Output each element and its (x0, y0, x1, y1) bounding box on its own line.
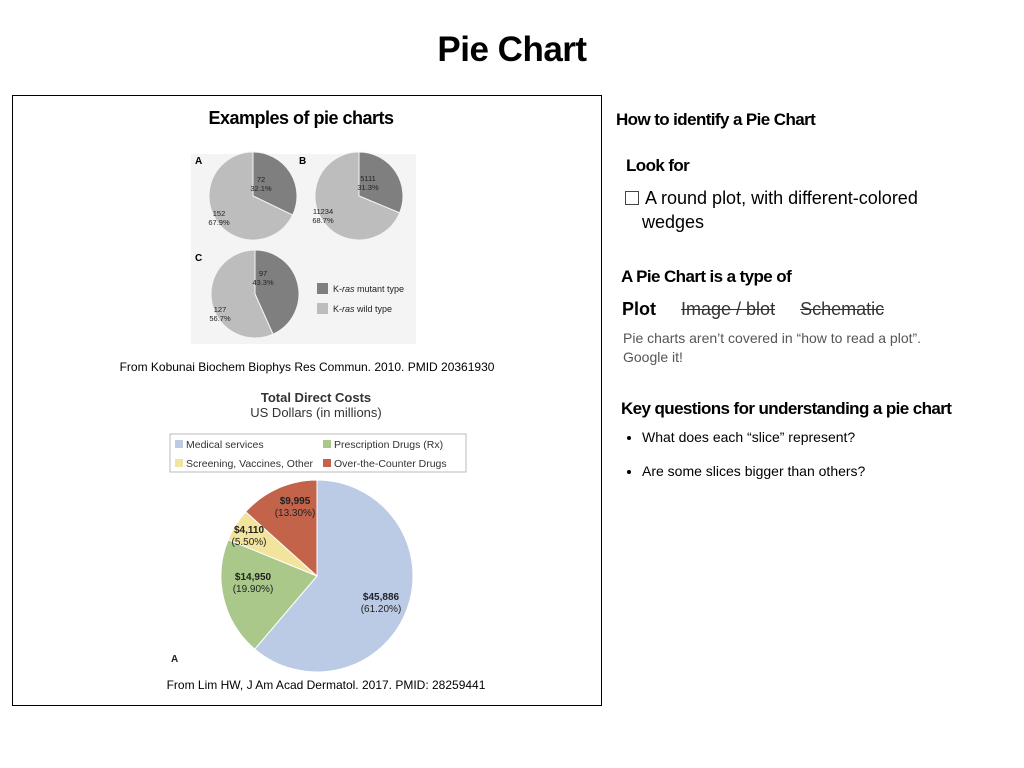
costs-title: Total Direct Costs (260, 390, 372, 405)
checklist-line2: wedges (642, 212, 705, 232)
pie-b-wild-value: 11234 (312, 207, 334, 216)
type-note (623, 329, 1013, 367)
pie-a-mutant-percent: 32.1% (250, 184, 272, 193)
pie-c-mutant-percent: 43.3% (252, 278, 274, 287)
type-plot: Plot (622, 299, 656, 319)
pie-b-wild-percent: 68.7% (312, 216, 334, 225)
type-row (622, 299, 904, 320)
type-image-blot: Image / blot (681, 299, 776, 319)
pie-a-wild-percent: 67.9% (208, 218, 230, 227)
pie-c-wild-value: 127 (213, 305, 227, 314)
legend-rx-swatch (323, 440, 331, 448)
legend-otc-swatch (323, 459, 331, 467)
panel-letter-b: B (299, 156, 307, 167)
checklist-item (625, 186, 1015, 234)
legend-medical-swatch (175, 440, 183, 448)
panel-letter-c: C (195, 253, 203, 264)
slide-title: Pie Chart (437, 30, 587, 69)
checklist-line1: A round plot, with different-colored (645, 188, 918, 208)
pie-a-mutant-value: 72 (256, 175, 266, 184)
figure-heading: Examples of pie charts (208, 108, 394, 128)
legend-screening-swatch (175, 459, 183, 467)
pie-b-mutant-value: 5111 (360, 174, 376, 183)
costs-medical-percent: (61.20%) (360, 604, 402, 615)
legend-mutant-label: K-ras mutant type (333, 284, 405, 294)
caption-lim: From Lim HW, J Am Acad Dermatol. 2017. PMID: 28259441 (166, 678, 486, 692)
key-questions-heading: Key questions for understanding a pie chart (621, 399, 952, 418)
checkbox-icon[interactable] (625, 191, 639, 205)
panel-letter-a: A (195, 156, 203, 167)
costs-panel-letter: A (171, 654, 179, 665)
pie-b-mutant-percent: 31.3% (357, 183, 379, 192)
costs-otc-label: $9,995 (279, 496, 311, 507)
costs-rx-percent: (19.90%) (232, 584, 274, 595)
figure-panel (12, 95, 602, 706)
key-questions-list (622, 429, 1022, 497)
costs-pie-svg (13, 96, 601, 704)
costs-otc-percent: (13.30%) (274, 508, 316, 519)
pie-c-wild-percent: 56.7% (209, 314, 231, 323)
legend-otc-label: Over-the-Counter Drugs (334, 458, 447, 470)
costs-screening-label: $4,110 (233, 525, 265, 536)
pie-a-wild-value: 152 (212, 209, 226, 218)
key-question-2: • Are some slices bigger than others? (642, 463, 1022, 479)
type-note-line2: Google it! (623, 349, 683, 365)
legend-rx-label: Prescription Drugs (Rx) (334, 439, 444, 451)
identify-heading: How to identify a Pie Chart (616, 110, 816, 129)
type-schematic: Schematic (800, 299, 885, 319)
type-heading: A Pie Chart is a type of (621, 267, 792, 286)
look-for-heading: Look for (626, 156, 690, 175)
legend-medical-label: Medical services (186, 439, 264, 451)
costs-rx-label: $14,950 (234, 572, 272, 583)
legend-wild-label: K-ras wild type (333, 304, 393, 314)
costs-screening-percent: (5.50%) (231, 537, 267, 548)
caption-kobunai: From Kobunai Biochem Biophys Res Commun. 2010. PMID 20361930 (119, 360, 495, 374)
type-note-line1: Pie charts aren’t covered in “how to read a plot”. (623, 330, 922, 346)
costs-medical-label: $45,886 (362, 592, 400, 603)
key-question-1: • What does each “slice” represent? (642, 429, 1022, 445)
costs-subtitle: US Dollars (in millions) (250, 405, 382, 420)
pie-c-mutant-value: 97 (258, 269, 268, 278)
legend-screening-label: Screening, Vaccines, Other (186, 458, 314, 470)
